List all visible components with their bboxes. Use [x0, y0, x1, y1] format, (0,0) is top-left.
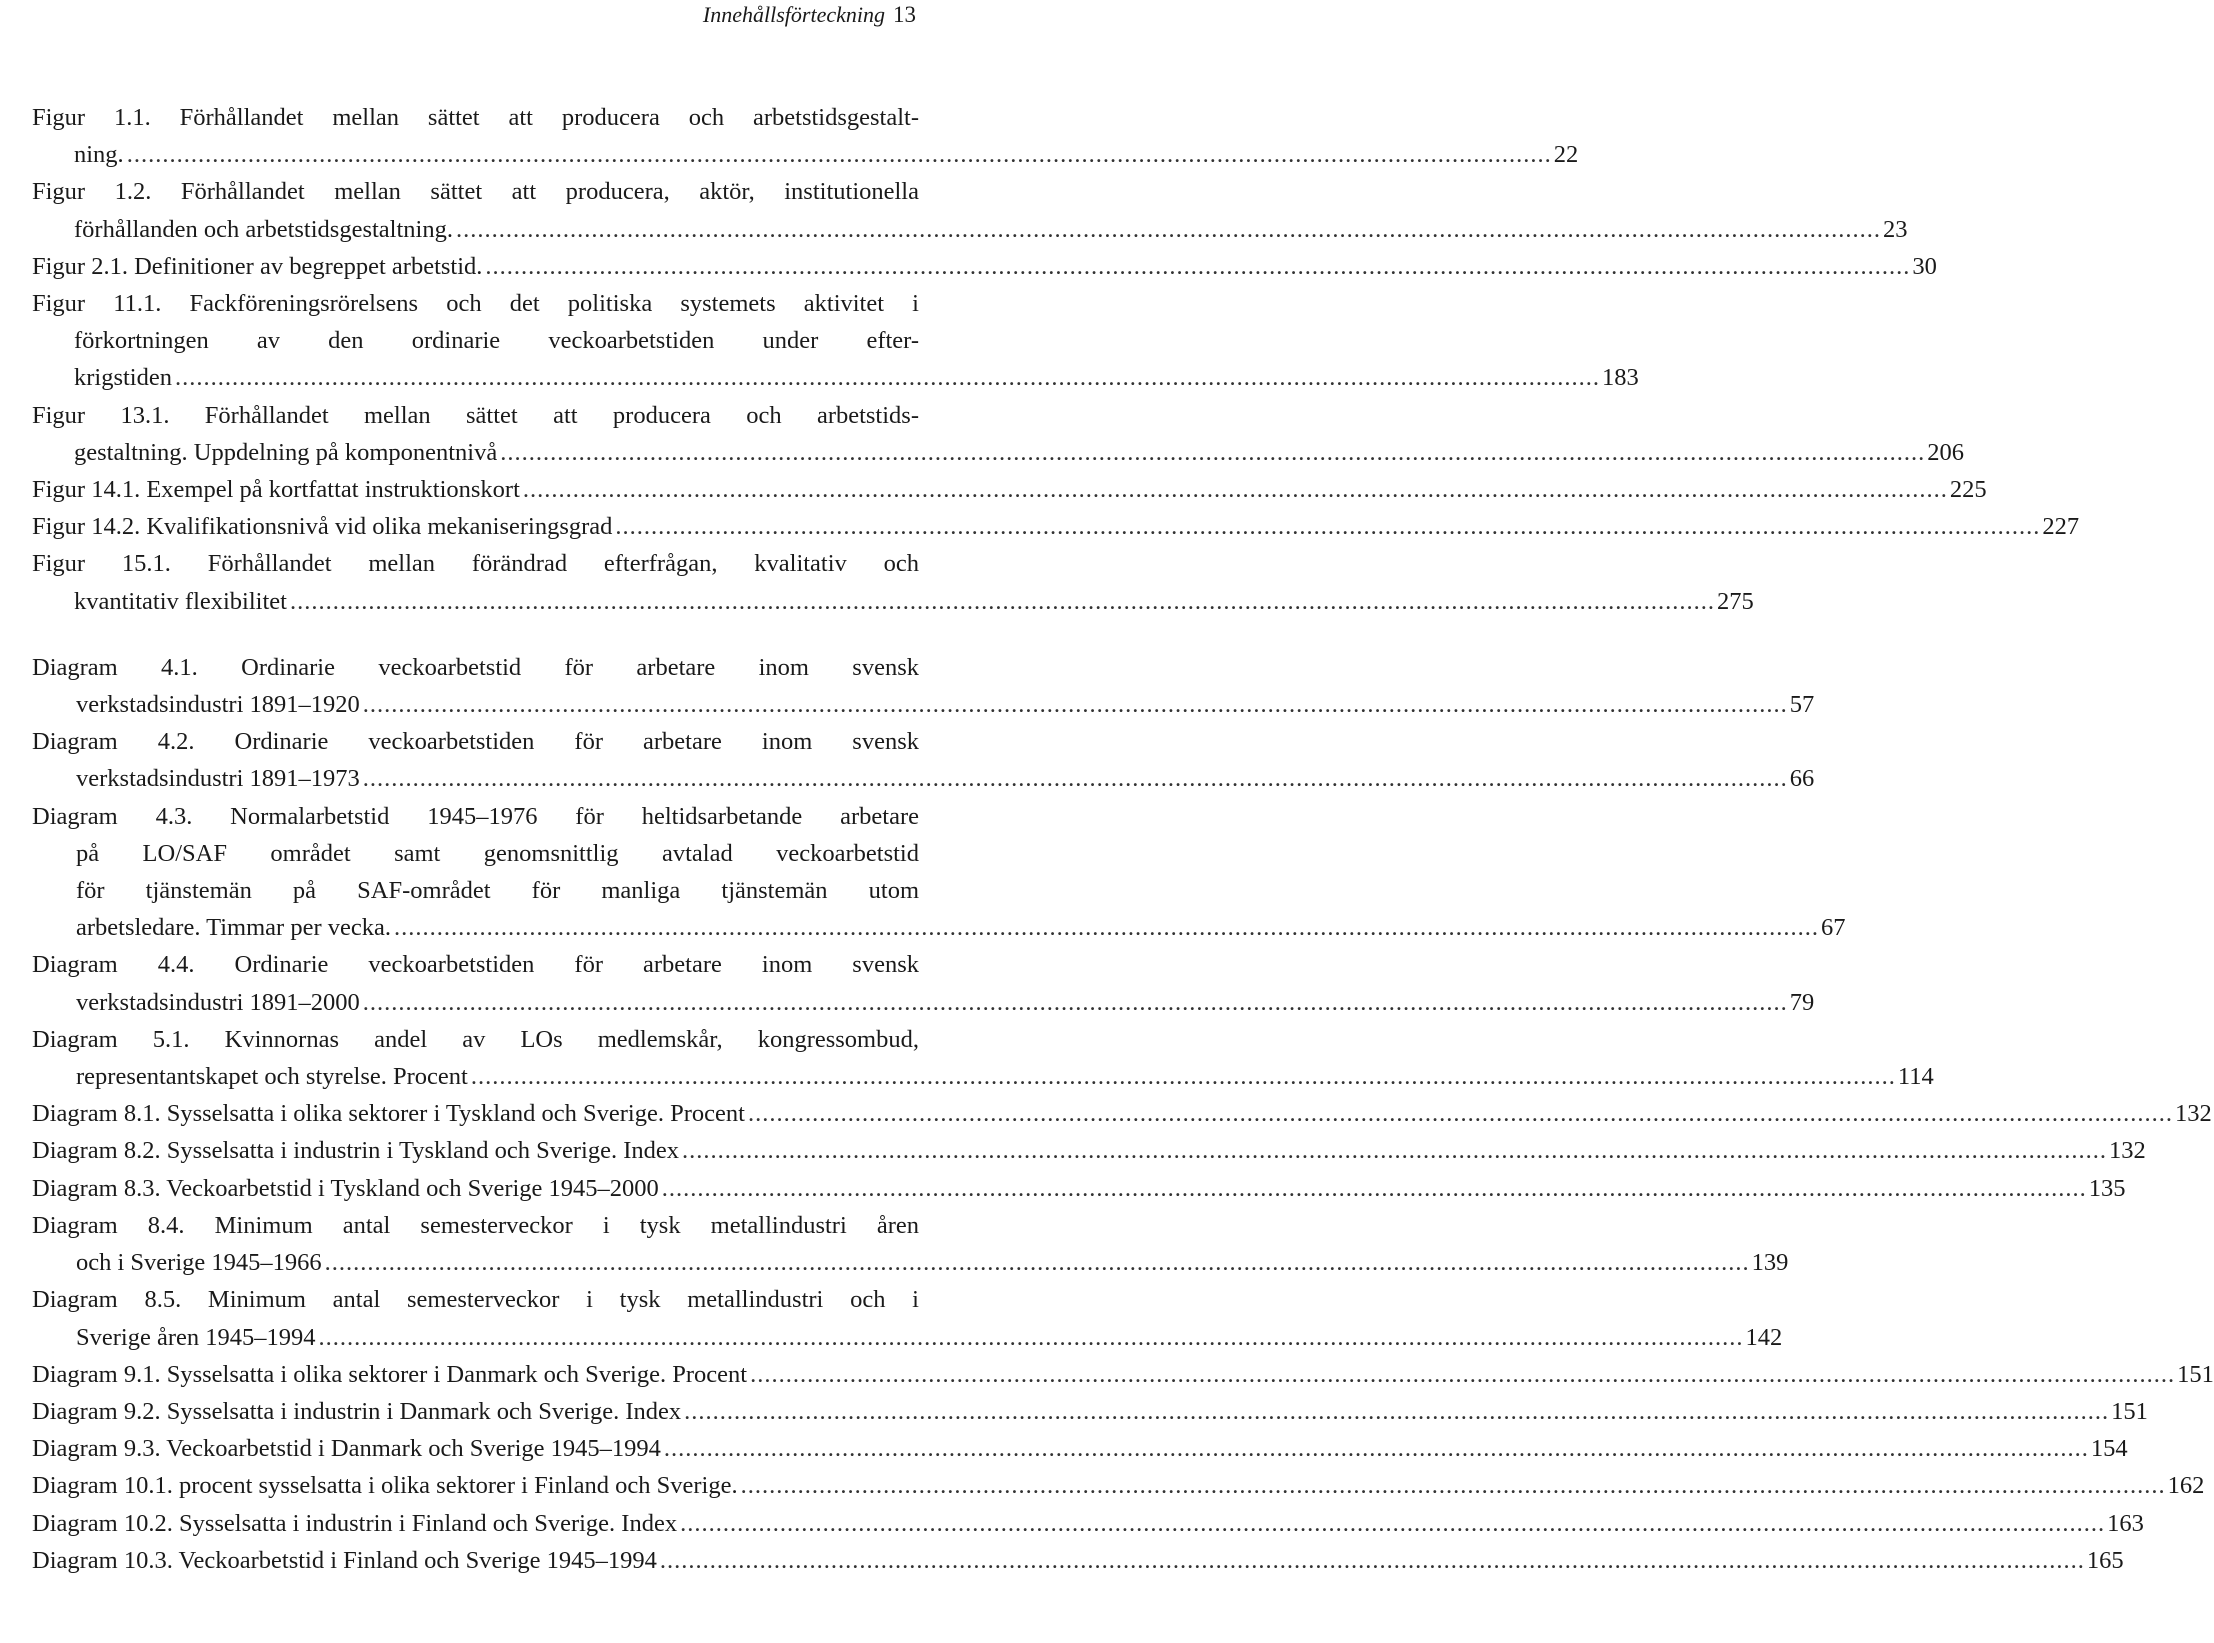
diagram-entry-text: Diagram 8.2. Sysselsatta i industrin i Tyskland och Sverige. Index	[32, 1137, 679, 1165]
diagram-entry-text: på LO/SAF området samt genomsnittlig avtalad veckoarbetstid	[76, 839, 919, 867]
dot-leader: ........................................................................................................................................................................................................	[455, 215, 1881, 243]
diagram-entry-text: Diagram 4.1. Ordinarie veckoarbetstid för arbetare inom svensk	[32, 653, 919, 681]
figure-entry[interactable]	[32, 397, 1964, 471]
diagram-entry-text: Diagram 8.4. Minimum antal semesterveckor i tysk metallindustri åren	[32, 1211, 919, 1239]
diagram-page-number: 135	[2088, 1174, 2126, 1202]
dot-leader: ........................................................................................................................................................................................................	[740, 1472, 2166, 1500]
figure-entry-line	[32, 471, 1987, 508]
figure-entry-line	[32, 508, 2080, 545]
dot-leader: ........................................................................................................................................................................................................	[747, 1100, 2173, 1128]
running-header-title: Innehållsförteckning	[702, 2, 885, 27]
figure-entry-line	[32, 99, 919, 136]
diagram-entry-line	[32, 1356, 2214, 1393]
diagram-entry-line	[32, 1281, 919, 1318]
diagram-entry[interactable]	[32, 1170, 2126, 1207]
figure-entry-line	[32, 583, 1754, 620]
figure-entry-text: Figur 14.2. Kvalifikationsnivå vid olika mekaniseringsgrad	[32, 513, 613, 541]
figure-entry-text: kvantitativ flexibilitet	[74, 587, 287, 615]
page-number: 13	[893, 2, 916, 27]
diagram-entry[interactable]	[32, 1281, 1783, 1355]
figure-entry[interactable]	[32, 99, 1579, 173]
diagram-entry[interactable]	[32, 1095, 2212, 1132]
diagram-page-number: 142	[1745, 1323, 1783, 1351]
figure-entry-text: Figur 1.1. Förhållandet mellan sättet att producera och arbetstidsgestalt-	[32, 104, 919, 131]
figure-entry[interactable]	[32, 285, 1639, 397]
diagram-entry-text: Diagram 9.3. Veckoarbetstid i Danmark och Sverige 1945–1994	[32, 1435, 661, 1463]
running-header	[703, 0, 916, 30]
diagram-entry-line	[32, 1132, 2146, 1169]
figure-entry-line	[32, 545, 919, 582]
dot-leader: ........................................................................................................................................................................................................	[126, 141, 1552, 169]
diagram-page-number: 114	[1897, 1063, 1934, 1091]
dot-leader: ........................................................................................................................................................................................................	[393, 914, 1819, 942]
figure-entry-text: Figur 1.2. Förhållandet mellan sättet att producera, aktör, institutionella	[32, 178, 919, 206]
diagram-entry[interactable]	[32, 1207, 1789, 1281]
diagram-entry[interactable]	[32, 1505, 2144, 1542]
diagrams-section	[32, 649, 2214, 1579]
figure-entry-line	[32, 136, 1579, 173]
diagram-page-number: 162	[2167, 1472, 2205, 1500]
figure-entry-text: krigstiden	[74, 364, 172, 392]
diagram-entry[interactable]	[32, 1356, 2214, 1393]
diagram-page-number: 66	[1789, 765, 1815, 793]
diagram-entry-text: och i Sverige 1945–1966	[76, 1249, 322, 1277]
dot-leader: ........................................................................................................................................................................................................	[470, 1063, 1896, 1091]
diagram-entry-line	[32, 798, 919, 835]
figure-page-number: 225	[1949, 476, 1987, 504]
dot-leader: ........................................................................................................................................................................................................	[362, 988, 1788, 1016]
figure-entry-text: Figur 15.1. Förhållandet mellan förändrad efterfrågan, kvalitativ och	[32, 550, 919, 578]
figure-entry-line	[32, 322, 919, 359]
diagram-entry[interactable]	[32, 798, 1846, 947]
figure-entry[interactable]	[32, 248, 1937, 285]
diagram-entry-text: Diagram 10.1. procent sysselsatta i olika sektorer i Finland och Sverige.	[32, 1472, 738, 1500]
dot-leader: ........................................................................................................................................................................................................	[175, 364, 1600, 392]
dot-leader: ........................................................................................................................................................................................................	[362, 765, 1788, 793]
diagram-entry-text: Diagram 10.2. Sysselsatta i industrin i Finland och Sverige. Index	[32, 1509, 678, 1537]
diagram-entry-text: Diagram 9.1. Sysselsatta i olika sektorer i Danmark och Sverige. Procent	[32, 1360, 748, 1388]
diagram-page-number: 67	[1820, 914, 1846, 942]
diagram-entry[interactable]	[32, 1467, 2205, 1504]
figure-entry-text: förhållanden och arbetstidsgestaltning.	[74, 215, 453, 243]
figure-entry-text: förkortningen av den ordinarie veckoarbetstiden under efter-	[74, 327, 919, 355]
diagram-entry-text: Diagram 4.4. Ordinarie veckoarbetstiden för arbetare inom svensk	[32, 951, 919, 979]
dot-leader: ........................................................................................................................................................................................................	[485, 252, 1911, 280]
figure-page-number: 206	[1927, 438, 1964, 466]
diagram-page-number: 57	[1789, 691, 1815, 719]
diagram-entry-line	[32, 1021, 919, 1058]
diagram-entry-line	[32, 872, 919, 909]
dot-leader: ........................................................................................................................................................................................................	[661, 1174, 2087, 1202]
diagram-entry-line	[32, 686, 1815, 723]
diagram-entry-line	[32, 984, 1815, 1021]
diagram-page-number: 79	[1789, 988, 1815, 1016]
dot-leader: ........................................................................................................................................................................................................	[362, 691, 1788, 719]
diagram-page-number: 151	[2111, 1397, 2148, 1425]
diagram-page-number: 163	[2107, 1509, 2144, 1537]
diagram-entry-text: verkstadsindustri 1891–1973	[76, 765, 360, 793]
diagram-entry[interactable]	[32, 946, 1815, 1020]
diagram-entry-text: Diagram 5.1. Kvinnornas andel av LOs medlemskår, kongressombud,	[32, 1025, 919, 1053]
diagram-entry-line	[32, 946, 919, 983]
figure-entry-line	[32, 359, 1639, 396]
diagram-entry[interactable]	[32, 1393, 2148, 1430]
figure-entry-line	[32, 397, 919, 434]
diagram-entry-text: för tjänstemän på SAF-området för manliga tjänstemän utom	[76, 877, 919, 905]
diagram-page-number: 165	[2086, 1546, 2124, 1574]
dot-leader: ........................................................................................................................................................................................................	[750, 1360, 2176, 1388]
diagram-entry-text: Sverige åren 1945–1994	[76, 1323, 316, 1351]
figure-page-number: 275	[1716, 587, 1754, 615]
figure-entry[interactable]	[32, 173, 1908, 247]
diagram-entry-text: Diagram 8.1. Sysselsatta i olika sektorer i Tyskland och Sverige. Procent	[32, 1100, 745, 1128]
figure-entry-text: gestaltning. Uppdelning på komponentnivå	[74, 438, 498, 466]
dot-leader: ........................................................................................................................................................................................................	[682, 1137, 2107, 1165]
figure-entry-text: Figur 2.1. Definitioner av begreppet arbetstid.	[32, 252, 483, 280]
figure-entry[interactable]	[32, 545, 1754, 619]
diagram-entry[interactable]	[32, 723, 1815, 797]
diagram-entry-line	[32, 909, 1846, 946]
figure-entry-text: Figur 11.1. Fackföreningsrörelsens och det politiska systemets aktivitet i	[32, 290, 919, 318]
diagram-entry-line	[32, 1542, 2124, 1579]
figure-page-number: 227	[2042, 513, 2080, 541]
figure-entry[interactable]	[32, 471, 1987, 508]
diagram-entry-line	[32, 1244, 1789, 1281]
diagram-entry-text: Diagram 8.5. Minimum antal semesterveckor i tysk metallindustri och i	[32, 1286, 919, 1314]
figure-entry-text: Figur 13.1. Förhållandet mellan sättet att producera och arbetstids-	[32, 401, 919, 429]
diagram-entry-text: Diagram 4.3. Normalarbetstid 1945–1976 för heltidsarbetande arbetare	[32, 802, 919, 830]
diagram-entry[interactable]	[32, 1430, 2128, 1467]
diagram-page-number: 154	[2090, 1435, 2128, 1463]
diagram-entry-line	[32, 1505, 2144, 1542]
diagram-entry-text: Diagram 10.3. Veckoarbetstid i Finland och Sverige 1945–1994	[32, 1546, 657, 1574]
dot-leader: ........................................................................................................................................................................................................	[522, 476, 1948, 504]
dot-leader: ........................................................................................................................................................................................................	[324, 1249, 1750, 1277]
diagram-entry-line	[32, 1170, 2126, 1207]
dot-leader: ........................................................................................................................................................................................................	[318, 1323, 1744, 1351]
diagram-entry-line	[32, 1467, 2205, 1504]
figure-entry-line	[32, 285, 919, 322]
diagram-entry-text: verkstadsindustri 1891–1920	[76, 691, 360, 719]
figure-entry-text: ning.	[74, 141, 124, 169]
diagram-page-number: 132	[2109, 1137, 2146, 1165]
figure-entry-line	[32, 434, 1964, 471]
diagram-entry-line	[32, 1393, 2148, 1430]
diagram-entry-line	[32, 649, 919, 686]
diagram-entry-text: arbetsledare. Timmar per vecka.	[76, 914, 391, 942]
diagram-entry-line	[32, 835, 919, 872]
diagram-page-number: 151	[2177, 1360, 2214, 1388]
diagram-entry[interactable]	[32, 1132, 2146, 1169]
dot-leader: ........................................................................................................................................................................................................	[663, 1435, 2089, 1463]
figure-entry-line	[32, 248, 1937, 285]
diagram-entry-text: Diagram 8.3. Veckoarbetstid i Tyskland och Sverige 1945–2000	[32, 1174, 659, 1202]
diagram-page-number: 132	[2174, 1100, 2212, 1128]
diagram-entry[interactable]	[32, 1021, 1934, 1095]
figure-page-number: 183	[1602, 364, 1639, 392]
diagram-entry-line	[32, 1207, 919, 1244]
dot-leader: ........................................................................................................................................................................................................	[289, 587, 1715, 615]
dot-leader: ........................................................................................................................................................................................................	[680, 1509, 2106, 1537]
figure-entry-line	[32, 173, 919, 210]
dot-leader: ........................................................................................................................................................................................................	[684, 1397, 2110, 1425]
figure-page-number: 22	[1553, 141, 1579, 169]
figure-page-number: 30	[1912, 252, 1937, 280]
diagram-entry-line	[32, 1058, 1934, 1095]
diagram-entry-line	[32, 1095, 2212, 1132]
diagram-entry-line	[32, 723, 919, 760]
dot-leader: ........................................................................................................................................................................................................	[659, 1546, 2085, 1574]
diagram-entry-line	[32, 760, 1815, 797]
diagram-entry-line	[32, 1319, 1783, 1356]
figure-page-number: 23	[1882, 215, 1908, 243]
diagram-entry-text: verkstadsindustri 1891–2000	[76, 988, 360, 1016]
diagram-entry[interactable]	[32, 1542, 2124, 1579]
diagram-entry-text: Diagram 4.2. Ordinarie veckoarbetstiden för arbetare inom svensk	[32, 728, 919, 756]
diagram-entry[interactable]	[32, 649, 1815, 723]
figures-section	[32, 99, 2080, 620]
figure-entry-line	[32, 211, 1908, 248]
dot-leader: ........................................................................................................................................................................................................	[500, 438, 1926, 466]
list-of-figures	[32, 99, 2214, 1579]
figure-entry-text: Figur 14.1. Exempel på kortfattat instruktionskort	[32, 476, 520, 504]
dot-leader: ........................................................................................................................................................................................................	[615, 513, 2041, 541]
figure-entry[interactable]	[32, 508, 2080, 545]
diagram-page-number: 139	[1751, 1249, 1789, 1277]
diagram-entry-line	[32, 1430, 2128, 1467]
diagram-entry-text: representantskapet och styrelse. Procent	[76, 1063, 468, 1091]
diagram-entry-text: Diagram 9.2. Sysselsatta i industrin i Danmark och Sverige. Index	[32, 1397, 682, 1425]
